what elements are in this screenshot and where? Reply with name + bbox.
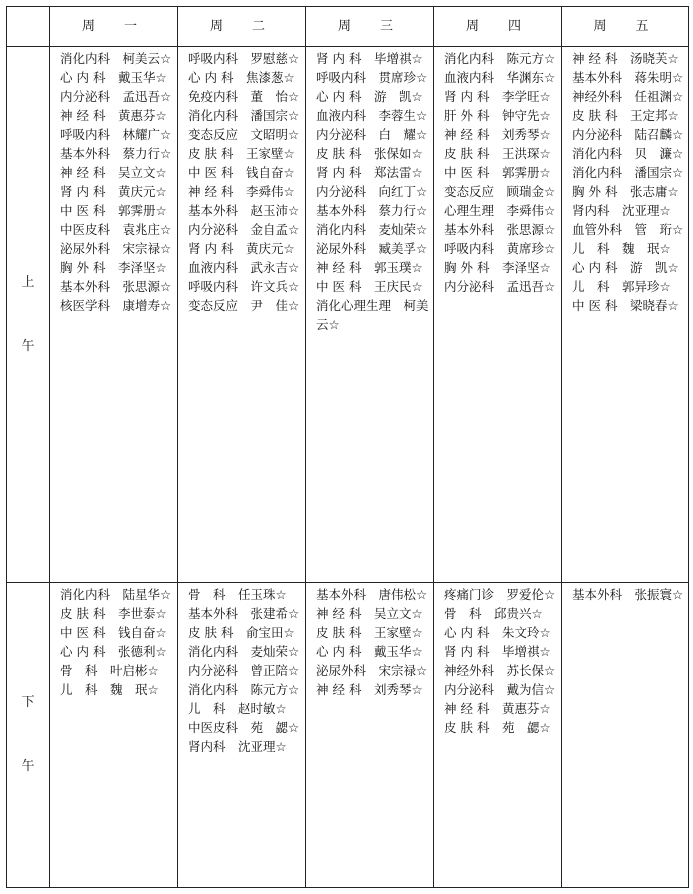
doctor-entry: 骨 科 叶启彬☆ xyxy=(60,663,159,679)
doctor-entry: 心 内 科 戴玉华☆ xyxy=(316,644,423,660)
header-row xyxy=(7,7,689,47)
doctor-entry: 内分泌科 孟迅吾☆ xyxy=(444,279,556,294)
doctor-entry: 中 医 科 郭霁册☆ xyxy=(444,165,551,180)
doctor-entry: 呼吸内科 黄席珍☆ xyxy=(444,241,556,256)
doctor-entry: 血管外科 管 珩☆ xyxy=(572,222,684,237)
doctor-entry: 皮 肤 科 苑 勰☆ xyxy=(444,720,551,736)
cell-afternoon-friday xyxy=(562,583,689,888)
cell-afternoon-tuesday xyxy=(178,583,306,888)
doctor-entry: 骨 科 邱贵兴☆ xyxy=(444,606,543,622)
doctor-entry: 心 内 科 朱文玲☆ xyxy=(444,625,551,641)
doctor-entry: 消化内科 麦灿荣☆ xyxy=(188,644,300,660)
doctor-entry: 中 医 科 郭霁册☆ xyxy=(60,203,167,218)
doctor-entry: 基本外科 蔡力行☆ xyxy=(316,203,428,218)
doctor-entry: 儿 科 郭异珍☆ xyxy=(572,279,671,294)
doctor-entry: 内分泌科 戴为信☆ xyxy=(444,682,556,698)
doctor-entry: 基本外科 蔡力行☆ xyxy=(60,146,172,161)
doctor-entry: 内分泌科 孟迅吾☆ xyxy=(60,89,172,104)
doctor-entry: 基本外科 赵玉沛☆ xyxy=(188,203,300,218)
doctor-entry: 内分泌科 曾正陪☆ xyxy=(188,663,300,679)
doctor-entry: 肾 内 科 黄庆元☆ xyxy=(60,184,167,199)
doctor-entry: 泌尿外科 臧美孚☆ xyxy=(316,241,428,256)
doctor-entry: 皮 肤 科 李世泰☆ xyxy=(60,606,167,622)
cell-afternoon-wednesday xyxy=(306,583,434,888)
doctor-entry: 中 医 科 钱自奋☆ xyxy=(60,625,167,641)
doctor-entry: 消化内科 陈元方☆ xyxy=(188,682,300,698)
doctor-entry: 内分泌科 白 耀☆ xyxy=(316,127,428,142)
doctor-entry: 心 内 科 戴玉华☆ xyxy=(60,70,167,85)
header-wednesday: 周 三 xyxy=(306,7,434,47)
afternoon-row xyxy=(7,583,689,888)
doctor-entry: 肝 外 科 钟守先☆ xyxy=(444,108,551,123)
doctor-entry: 神经外科 苏长保☆ xyxy=(444,663,556,679)
doctor-entry: 血液内科 武永吉☆ xyxy=(188,260,300,275)
doctor-entry: 肾 内 科 毕增祺☆ xyxy=(316,51,423,66)
doctor-entry: 免疫内科 董 怡☆ xyxy=(188,89,300,104)
doctor-entry: 基本外科 张建希☆ xyxy=(188,606,300,622)
cell-afternoon-monday xyxy=(50,583,178,888)
doctor-entry: 儿 科 魏 珉☆ xyxy=(60,682,159,698)
doctor-entry: 肾 内 科 毕增祺☆ xyxy=(444,644,551,660)
doctor-entry: 皮 肤 科 王洪琛☆ xyxy=(444,146,551,161)
doctor-entry: 神经外科 任祖渊☆ xyxy=(572,89,684,104)
doctor-entry: 皮 肤 科 王定邦☆ xyxy=(572,108,679,123)
doctor-entry: 泌尿外科 宋宗禄☆ xyxy=(316,663,428,679)
doctor-entry: 神 经 科 郭玉璞☆ xyxy=(316,260,423,275)
doctor-entry: 皮 肤 科 张保如☆ xyxy=(316,146,423,161)
header-thursday: 周 四 xyxy=(434,7,562,47)
header-friday: 周 五 xyxy=(562,7,689,47)
doctor-entry: 消化内科 陆星华☆ xyxy=(60,587,172,603)
doctor-entry: 消化内科 麦灿荣☆ xyxy=(316,222,428,237)
doctor-entry: 心理生理 李舜伟☆ xyxy=(444,203,556,218)
doctor-entry: 基本外科 唐伟松☆ xyxy=(316,587,428,603)
doctor-entry: 呼吸内科 贯席珍☆ xyxy=(316,70,428,85)
doctor-entry: 消化心理生理 柯美云☆ xyxy=(316,298,429,332)
doctor-entry: 神 经 科 吴立文☆ xyxy=(316,606,423,622)
doctor-entry: 消化内科 潘国宗☆ xyxy=(572,165,684,180)
doctor-entry: 心 内 科 张德利☆ xyxy=(60,644,167,660)
doctor-entry: 神 经 科 汤晓芙☆ xyxy=(572,51,679,66)
doctor-entry: 肾 内 科 李学旺☆ xyxy=(444,89,551,104)
doctor-entry: 肾内科 沈亚理☆ xyxy=(188,739,287,755)
doctor-entry: 神 经 科 吴立文☆ xyxy=(60,165,167,180)
doctor-entry: 消化内科 潘国宗☆ xyxy=(188,108,300,123)
doctor-entry: 血液内科 华渊东☆ xyxy=(444,70,556,85)
cell-morning-friday xyxy=(562,47,689,583)
doctor-entry: 皮 肤 科 俞宝田☆ xyxy=(188,625,295,641)
doctor-entry: 呼吸内科 罗慰慈☆ xyxy=(188,51,300,66)
doctor-entry: 儿 科 魏 珉☆ xyxy=(572,241,671,256)
doctor-entry: 肾 内 科 黄庆元☆ xyxy=(188,241,295,256)
doctor-entry: 皮 肤 科 王家壁☆ xyxy=(188,146,295,161)
doctor-entry: 骨 科 任玉珠☆ xyxy=(188,587,287,603)
doctor-entry: 中 医 科 王庆民☆ xyxy=(316,279,423,294)
clinic-schedule-table xyxy=(6,6,689,888)
period-morning xyxy=(7,47,50,583)
doctor-entry: 中 医 科 钱自奋☆ xyxy=(188,165,295,180)
header-monday: 周 一 xyxy=(50,7,178,47)
cell-afternoon-thursday xyxy=(434,583,562,888)
doctor-entry: 消化内科 柯美云☆ xyxy=(60,51,172,66)
cell-morning-wednesday xyxy=(306,47,434,583)
doctor-entry: 胸 外 科 李泽坚☆ xyxy=(444,260,551,275)
doctor-entry: 儿 科 赵时敏☆ xyxy=(188,701,287,717)
doctor-entry: 胸 外 科 张志庸☆ xyxy=(572,184,679,199)
doctor-entry: 神 经 科 刘秀琴☆ xyxy=(444,127,551,142)
doctor-entry: 肾 内 科 郑法雷☆ xyxy=(316,165,423,180)
doctor-entry: 变态反应 文昭明☆ xyxy=(188,127,300,142)
doctor-entry: 肾内科 沈亚理☆ xyxy=(572,203,671,218)
doctor-entry: 神 经 科 刘秀琴☆ xyxy=(316,682,423,698)
doctor-entry: 消化内科 贝 濂☆ xyxy=(572,146,684,161)
doctor-entry: 胸 外 科 李泽坚☆ xyxy=(60,260,167,275)
doctor-entry: 中 医 科 梁晓春☆ xyxy=(572,298,679,313)
cell-morning-monday xyxy=(50,47,178,583)
doctor-entry: 内分泌科 向红丁☆ xyxy=(316,184,428,199)
period-afternoon xyxy=(7,583,50,888)
doctor-entry: 呼吸内科 许文兵☆ xyxy=(188,279,300,294)
cell-morning-thursday xyxy=(434,47,562,583)
doctor-entry: 神 经 科 黄惠芬☆ xyxy=(444,701,551,717)
doctor-entry: 泌尿外科 宋宗禄☆ xyxy=(60,241,172,256)
doctor-entry: 皮 肤 科 王家壁☆ xyxy=(316,625,423,641)
doctor-entry: 基本外科 张振寰☆ xyxy=(572,587,684,603)
doctor-entry: 核医学科 康增寿☆ xyxy=(60,298,172,313)
doctor-entry: 变态反应 尹 佳☆ xyxy=(188,298,300,313)
doctor-entry: 消化内科 陈元方☆ xyxy=(444,51,556,66)
doctor-entry: 基本外科 张思源☆ xyxy=(60,279,172,294)
doctor-entry: 基本外科 蒋朱明☆ xyxy=(572,70,684,85)
doctor-entry: 血液内科 李蓉生☆ xyxy=(316,108,428,123)
morning-row xyxy=(7,47,689,583)
period-label-morning: 上午 xyxy=(21,274,35,354)
doctor-entry: 神 经 科 李舜伟☆ xyxy=(188,184,295,199)
doctor-entry: 基本外科 张思源☆ xyxy=(444,222,556,237)
corner-cell xyxy=(7,7,50,47)
doctor-entry: 内分泌科 金自孟☆ xyxy=(188,222,300,237)
doctor-entry: 心 内 科 游 凯☆ xyxy=(572,260,679,275)
doctor-entry: 变态反应 顾瑞金☆ xyxy=(444,184,556,199)
doctor-entry: 中医皮科 袁兆庄☆ xyxy=(60,222,172,237)
header-tuesday: 周 二 xyxy=(178,7,306,47)
doctor-entry: 神 经 科 黄惠芬☆ xyxy=(60,108,167,123)
period-label-afternoon: 下午 xyxy=(21,695,35,775)
doctor-entry: 疼痛门诊 罗爱伦☆ xyxy=(444,587,556,603)
doctor-entry: 心 内 科 游 凯☆ xyxy=(316,89,423,104)
doctor-entry: 呼吸内科 林耀广☆ xyxy=(60,127,172,142)
cell-morning-tuesday xyxy=(178,47,306,583)
doctor-entry: 心 内 科 焦漆葱☆ xyxy=(188,70,295,85)
doctor-entry: 内分泌科 陆召麟☆ xyxy=(572,127,684,142)
doctor-entry: 中医皮科 苑 勰☆ xyxy=(188,720,300,736)
